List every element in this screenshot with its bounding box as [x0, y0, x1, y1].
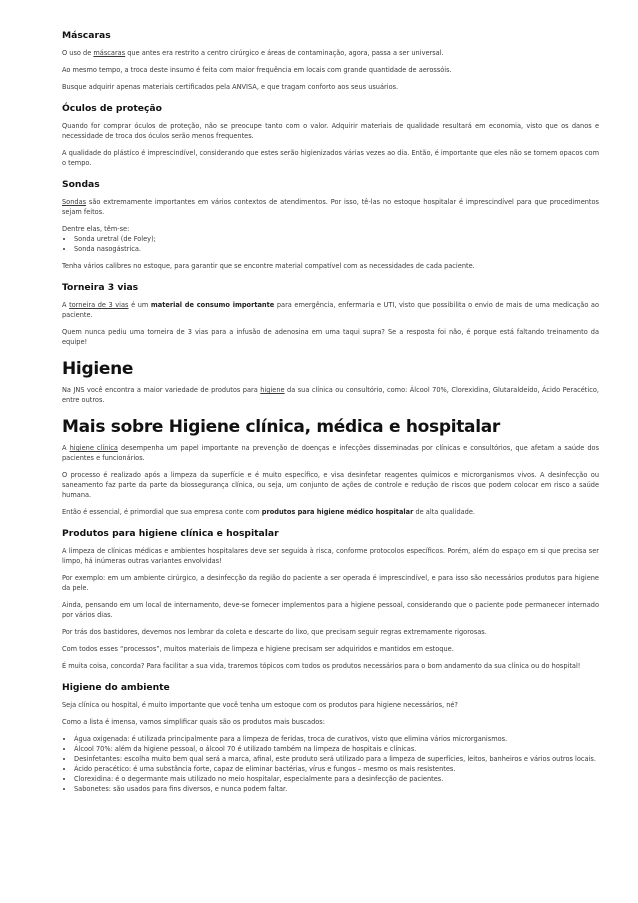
- paragraph: O processo é realizado após a limpeza da superfície e é muito específico, e visa desinfetar reagentes químicos e microrganismos vivos. A desinfecção ou saneamento faz parte da parte da biossegurança clínica, ou seja, um conjunto de ações de controle e redução de riscos que podem colocar em risco a saúde humana.: [62, 471, 599, 499]
- section-title-produtos: Produtos para higiene clínica e hospitalar: [62, 528, 279, 539]
- list-item: • Sonda nasogástrica.: [74, 244, 599, 254]
- list-item: • Água oxigenada: é utilizada principalmente para a limpeza de feridas, troca de curativos, visto que elimina vários microrganismos.: [74, 734, 599, 744]
- paragraph: Com todos esses “processos”, muitos materiais de limpeza e higiene precisam ser adquiridos e mantidos em estoque.: [62, 645, 454, 653]
- text: da sua clínica ou consultório, como: Álcool 70%, Clorexidina, Glutaraldeído, Ácido Peracético, entre outros.: [62, 386, 599, 404]
- link-mascaras[interactable]: máscaras: [93, 49, 126, 57]
- paragraph: Quem nunca pediu uma torneira de 3 vias para a infusão de adenosina em uma taqui supra? Se a resposta foi não, é porque está faltando treinamento da equipe!: [62, 328, 599, 346]
- section-title-mascaras: Máscaras: [62, 30, 111, 41]
- list-item: • Álcool 70%: além da higiene pessoal, o álcool 70 é utilizado também na limpeza de hospitais e clínicas.: [74, 744, 599, 754]
- paragraph: Por trás dos bastidores, devemos nos lembrar da coleta e descarte do lixo, que precisam seguir regras extremamente rigorosas.: [62, 628, 487, 636]
- sondas-list: [62, 234, 599, 254]
- list-item: • Ácido peracético: é uma substância forte, capaz de eliminar bactérias, vírus e fungos – mesmo os mais resistentes.: [74, 764, 599, 774]
- paragraph: Por exemplo: em um ambiente cirúrgico, a desinfecção da região do paciente a ser operada é imprescindível, e para isso são necessários produtos para higiene da pele.: [62, 574, 599, 592]
- paragraph: [62, 300, 599, 320]
- text: que antes era restrito a centro cirúrgico e áreas de contaminação, agora, passa a ser universal.: [125, 49, 444, 57]
- paragraph: [62, 507, 599, 517]
- text: é um: [128, 301, 151, 309]
- text: são extremamente importantes em vários contextos de atendimentos. Por isso, tê-las no estoque hospitalar é imprescindível para que procedimentos sejam feitos.: [62, 198, 599, 216]
- text: desempenha um papel importante na prevenção de doenças e infecções disseminadas por clínicas e consultórios, que afetam a saúde dos pacientes e funcionários.: [62, 444, 600, 462]
- article: [62, 30, 599, 801]
- paragraph: A limpeza de clínicas médicas e ambientes hospitalares deve ser seguida à risca, conforme protocolos específicos. Porém, além do espaço em si que precisa ser limpo, há inúmeras outras variantes envolvidas!: [62, 547, 599, 565]
- list-item: • Sabonetes: são usados para fins diversos, e nunca podem faltar.: [74, 784, 599, 794]
- bold-text: produtos para higiene médico hospitalar: [261, 508, 414, 516]
- paragraph: Quando for comprar óculos de proteção, não se preocupe tanto com o valor. Adquirir materiais de qualidade resultará em economia, visto que os danos e necessidade de troca dos óculos serão menos frequentes.: [62, 122, 599, 140]
- paragraph: [62, 48, 599, 58]
- paragraph: Ainda, pensando em um local de internamento, deve-se fornecer implementos para a higiene pessoal, considerando que o paciente pode permanecer internado por vários dias.: [62, 601, 599, 619]
- paragraph: É muita coisa, concorda? Para facilitar a sua vida, traremos tópicos com todos os produtos necessários para o bom andamento da sua clínica ou do hospital!: [62, 662, 581, 670]
- paragraph: Como a lista é imensa, vamos simplificar quais são os produtos mais buscados:: [62, 718, 325, 726]
- list-item: • Desinfetantes: escolha muito bem qual será a marca, afinal, este produto será utilizado para a limpeza de superfícies, leitos, banheiros e vários outros locais.: [74, 754, 599, 764]
- link-higiene-clinica[interactable]: higiene clínica: [69, 444, 118, 452]
- paragraph: [62, 443, 599, 463]
- list-item: • Sonda uretral (de Foley);: [74, 234, 599, 244]
- list-item: • Clorexidina: é o degermante mais utilizado no meio hospitalar, especialmente para a desinfecção de pacientes.: [74, 774, 599, 784]
- text: de alta qualidade.: [413, 508, 476, 516]
- section-title-sondas: Sondas: [62, 179, 100, 190]
- text: Na JNS você encontra a maior variedade de produtos para: [62, 386, 261, 394]
- paragraph: [62, 197, 599, 217]
- section-title-oculos: Óculos de proteção: [62, 103, 162, 114]
- text: A: [62, 444, 70, 452]
- products-list: [62, 734, 599, 794]
- text: para emergência, enfermaria e UTI, visto que possibilita o envio de mais de uma medicação ao paciente.: [62, 301, 600, 319]
- text: Então é essencial, é primordial que sua empresa conte com: [62, 508, 262, 516]
- text: A: [62, 301, 70, 309]
- paragraph: Ao mesmo tempo, a troca deste insumo é feita com maior frequência em locais com grande quantidade de aerossóis.: [62, 66, 452, 74]
- bold-text: material de consumo importante: [150, 301, 275, 309]
- text: O uso de: [62, 49, 94, 57]
- paragraph: Seja clínica ou hospital, é muito importante que você tenha um estoque com os produtos para higiene necessários, né?: [62, 701, 458, 709]
- paragraph: A qualidade do plástico é imprescindível, considerando que estes serão higienizados várias vezes ao dia. Então, é importante que eles não se tornem opacos com o tempo.: [62, 149, 600, 167]
- section-title-torneira: Torneira 3 vias: [62, 282, 139, 293]
- heading-mais-sobre: Mais sobre Higiene clínica, médica e hospitalar: [62, 417, 501, 437]
- paragraph: Tenha vários calibres no estoque, para garantir que se encontre material compatível com as necessidades de cada paciente.: [62, 262, 475, 270]
- heading-higiene: Higiene: [62, 359, 134, 379]
- list-intro: Dentre elas, têm-se:: [62, 225, 130, 233]
- link-sondas[interactable]: Sondas: [62, 198, 87, 206]
- link-higiene[interactable]: higiene: [260, 386, 285, 394]
- section-title-ambiente: Higiene do ambiente: [62, 682, 170, 693]
- paragraph: Busque adquirir apenas materiais certificados pela ANVISA, e que tragam conforto aos seus usuários.: [62, 83, 399, 91]
- link-torneira[interactable]: torneira de 3 vias: [69, 301, 129, 309]
- paragraph: [62, 385, 599, 405]
